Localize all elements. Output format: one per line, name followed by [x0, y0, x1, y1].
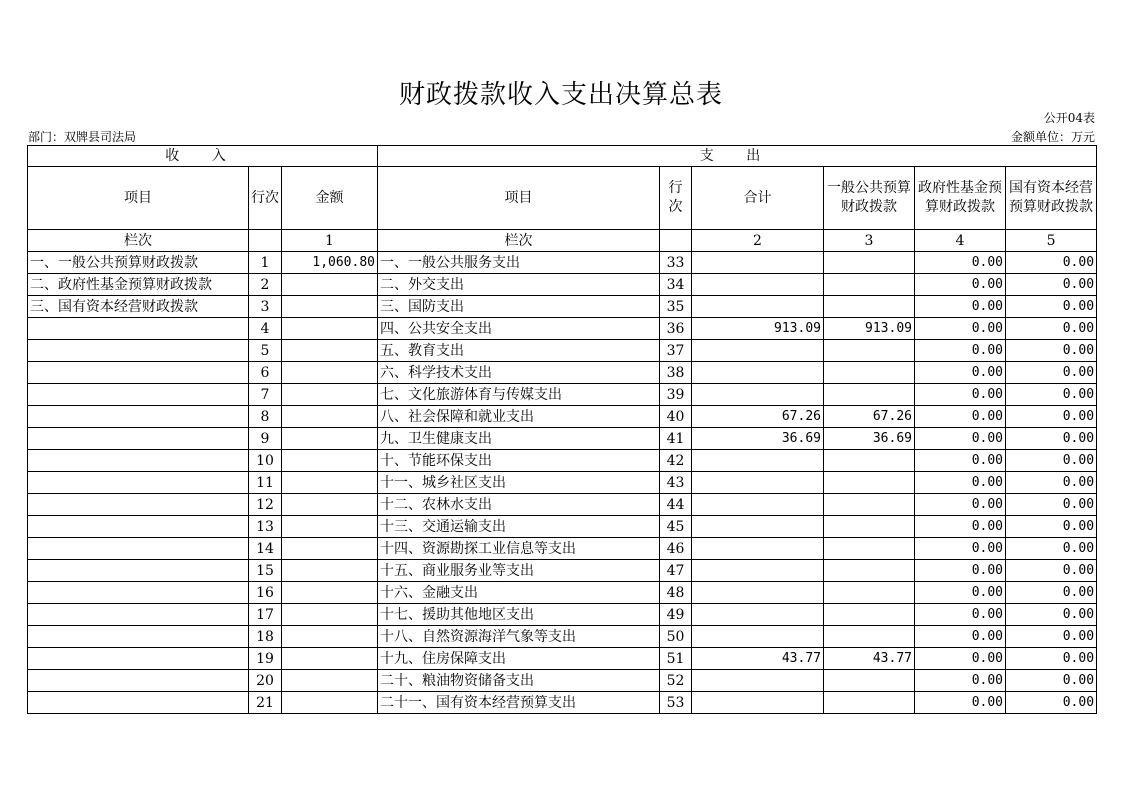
income-line-cell: 21: [249, 692, 282, 714]
expense-line-header: 行次: [660, 167, 692, 230]
amount-cell: [282, 450, 378, 472]
expense-line-cell: 38: [660, 362, 692, 384]
empty-cell: [249, 230, 282, 252]
amount-cell: [282, 604, 378, 626]
income-item-cell: [28, 516, 249, 538]
income-line-cell: 10: [249, 450, 282, 472]
income-item-cell: [28, 472, 249, 494]
gov-fund-cell: 0.00: [915, 318, 1006, 340]
expense-line-cell: 34: [660, 274, 692, 296]
income-item-cell: [28, 626, 249, 648]
table-row: [28, 538, 1097, 560]
income-line-cell: 6: [249, 362, 282, 384]
expense-item-cell: 二十一、国有资本经营预算支出: [378, 692, 660, 714]
state-capital-cell: 0.00: [1006, 384, 1097, 406]
income-line-cell: 17: [249, 604, 282, 626]
total-cell: [692, 362, 824, 384]
income-line-cell: 11: [249, 472, 282, 494]
amount-cell: [282, 318, 378, 340]
expense-item-cell: 五、教育支出: [378, 340, 660, 362]
general-public-cell: 36.69: [824, 428, 915, 450]
state-capital-cell: 0.00: [1006, 648, 1097, 670]
state-capital-cell: 0.00: [1006, 450, 1097, 472]
expense-item-cell: 十、节能环保支出: [378, 450, 660, 472]
expense-line-cell: 52: [660, 670, 692, 692]
state-capital-cell: 0.00: [1006, 318, 1097, 340]
state-capital-cell: 0.00: [1006, 670, 1097, 692]
gov-fund-cell: 0.00: [915, 692, 1006, 714]
total-cell: 67.26: [692, 406, 824, 428]
total-index: 2: [692, 230, 824, 252]
expense-item-cell: 一、一般公共服务支出: [378, 252, 660, 274]
table-row: [28, 406, 1097, 428]
expense-item-cell: 二十、粮油物资储备支出: [378, 670, 660, 692]
general-public-cell: [824, 450, 915, 472]
table-row: [28, 472, 1097, 494]
gov-fund-cell: 0.00: [915, 626, 1006, 648]
expense-index-label: 栏次: [378, 230, 660, 252]
amount-cell: [282, 384, 378, 406]
expense-item-cell: 三、国防支出: [378, 296, 660, 318]
income-item-cell: 二、政府性基金预算财政拨款: [28, 274, 249, 296]
gov-fund-cell: 0.00: [915, 494, 1006, 516]
column-header-row: [28, 167, 1097, 230]
total-cell: [692, 472, 824, 494]
expense-line-cell: 43: [660, 472, 692, 494]
expense-line-cell: 39: [660, 384, 692, 406]
expense-item-header: 项目: [378, 167, 660, 230]
income-line-cell: 14: [249, 538, 282, 560]
state-capital-cell: 0.00: [1006, 362, 1097, 384]
amount-cell: [282, 472, 378, 494]
gov-fund-cell: 0.00: [915, 362, 1006, 384]
gov-fund-cell: 0.00: [915, 648, 1006, 670]
total-cell: 913.09: [692, 318, 824, 340]
income-item-cell: [28, 406, 249, 428]
gov-fund-cell: 0.00: [915, 472, 1006, 494]
table-row: [28, 296, 1097, 318]
expense-line-cell: 51: [660, 648, 692, 670]
amount-cell: [282, 406, 378, 428]
expense-line-cell: 46: [660, 538, 692, 560]
table-row: [28, 516, 1097, 538]
unit-label: 金额单位：万元: [1010, 130, 1095, 144]
table-row: [28, 252, 1097, 274]
total-cell: 36.69: [692, 428, 824, 450]
income-line-cell: 18: [249, 626, 282, 648]
budget-table: [27, 145, 1097, 714]
amount-index: 1: [282, 230, 378, 252]
expense-item-cell: 六、科学技术支出: [378, 362, 660, 384]
table-row: [28, 494, 1097, 516]
amount-cell: [282, 626, 378, 648]
state-capital-cell: 0.00: [1006, 252, 1097, 274]
expense-line-cell: 50: [660, 626, 692, 648]
amount-cell: [282, 670, 378, 692]
gov-fund-cell: 0.00: [915, 450, 1006, 472]
state-capital-cell: 0.00: [1006, 560, 1097, 582]
expense-item-cell: 十三、交通运输支出: [378, 516, 660, 538]
income-item-cell: [28, 582, 249, 604]
general-public-cell: [824, 362, 915, 384]
expense-item-cell: 九、卫生健康支出: [378, 428, 660, 450]
income-line-cell: 3: [249, 296, 282, 318]
total-cell: [692, 296, 824, 318]
income-line-cell: 16: [249, 582, 282, 604]
table-row: [28, 450, 1097, 472]
amount-cell: [282, 362, 378, 384]
general-public-header: 一般公共预算财政拨款: [824, 167, 915, 230]
income-line-cell: 8: [249, 406, 282, 428]
income-item-cell: [28, 318, 249, 340]
amount-cell: [282, 648, 378, 670]
amount-cell: [282, 582, 378, 604]
expense-item-cell: 八、社会保障和就业支出: [378, 406, 660, 428]
state-capital-cell: 0.00: [1006, 582, 1097, 604]
gov-fund-cell: 0.00: [915, 406, 1006, 428]
expense-item-cell: 十一、城乡社区支出: [378, 472, 660, 494]
state-capital-cell: 0.00: [1006, 692, 1097, 714]
income-item-cell: 三、国有资本经营财政拨款: [28, 296, 249, 318]
group-header-row: [28, 146, 1097, 167]
general-public-cell: [824, 538, 915, 560]
expense-line-cell: 45: [660, 516, 692, 538]
general-public-cell: [824, 252, 915, 274]
general-public-cell: [824, 692, 915, 714]
income-item-cell: [28, 692, 249, 714]
income-item-cell: [28, 340, 249, 362]
expense-item-cell: 四、公共安全支出: [378, 318, 660, 340]
expense-line-cell: 49: [660, 604, 692, 626]
expense-item-cell: 十九、住房保障支出: [378, 648, 660, 670]
table-row: [28, 318, 1097, 340]
amount-cell: [282, 538, 378, 560]
income-line-cell: 15: [249, 560, 282, 582]
expense-group-header: 支 出: [378, 146, 1097, 167]
income-index-label: 栏次: [28, 230, 249, 252]
gov-fund-cell: 0.00: [915, 560, 1006, 582]
state-capital-index: 5: [1006, 230, 1097, 252]
income-line-cell: 13: [249, 516, 282, 538]
general-public-cell: 913.09: [824, 318, 915, 340]
total-cell: [692, 670, 824, 692]
total-cell: [692, 538, 824, 560]
expense-line-cell: 35: [660, 296, 692, 318]
income-line-cell: 20: [249, 670, 282, 692]
total-cell: 43.77: [692, 648, 824, 670]
general-public-cell: 67.26: [824, 406, 915, 428]
total-cell: [692, 582, 824, 604]
income-line-header: 行次: [249, 167, 282, 230]
income-line-cell: 12: [249, 494, 282, 516]
amount-cell: [282, 428, 378, 450]
income-line-cell: 9: [249, 428, 282, 450]
income-item-cell: [28, 648, 249, 670]
department-label: 部门：双牌县司法局: [28, 130, 137, 144]
general-public-index: 3: [824, 230, 915, 252]
expense-line-cell: 33: [660, 252, 692, 274]
expense-item-cell: 十四、资源勘探工业信息等支出: [378, 538, 660, 560]
income-item-cell: 一、一般公共预算财政拨款: [28, 252, 249, 274]
income-item-cell: [28, 494, 249, 516]
income-line-cell: 1: [249, 252, 282, 274]
gov-fund-cell: 0.00: [915, 582, 1006, 604]
income-group-header: 收 入: [28, 146, 378, 167]
table-row: [28, 362, 1097, 384]
gov-fund-index: 4: [915, 230, 1006, 252]
general-public-cell: 43.77: [824, 648, 915, 670]
general-public-cell: [824, 560, 915, 582]
amount-cell: [282, 692, 378, 714]
expense-line-cell: 36: [660, 318, 692, 340]
expense-line-cell: 42: [660, 450, 692, 472]
state-capital-cell: 0.00: [1006, 472, 1097, 494]
income-line-cell: 7: [249, 384, 282, 406]
income-item-cell: [28, 362, 249, 384]
table-row: [28, 626, 1097, 648]
amount-cell: [282, 516, 378, 538]
amount-cell: 1,060.80: [282, 252, 378, 274]
expense-line-cell: 53: [660, 692, 692, 714]
page-title: 财政拨款收入支出决算总表: [398, 80, 723, 110]
income-line-cell: 5: [249, 340, 282, 362]
total-cell: [692, 494, 824, 516]
expense-item-cell: 七、文化旅游体育与传媒支出: [378, 384, 660, 406]
empty-cell: [660, 230, 692, 252]
expense-item-cell: 十八、自然资源海洋气象等支出: [378, 626, 660, 648]
gov-fund-cell: 0.00: [915, 538, 1006, 560]
gov-fund-cell: 0.00: [915, 516, 1006, 538]
gov-fund-cell: 0.00: [915, 296, 1006, 318]
expense-item-cell: 十五、商业服务业等支出: [378, 560, 660, 582]
table-row: [28, 604, 1097, 626]
income-item-cell: [28, 670, 249, 692]
table-row: [28, 384, 1097, 406]
income-line-cell: 4: [249, 318, 282, 340]
gov-fund-cell: 0.00: [915, 428, 1006, 450]
expense-line-cell: 41: [660, 428, 692, 450]
gov-fund-cell: 0.00: [915, 604, 1006, 626]
total-cell: [692, 384, 824, 406]
expense-item-cell: 二、外交支出: [378, 274, 660, 296]
amount-cell: [282, 340, 378, 362]
amount-cell: [282, 560, 378, 582]
total-cell: [692, 274, 824, 296]
total-cell: [692, 516, 824, 538]
general-public-cell: [824, 384, 915, 406]
income-item-cell: [28, 538, 249, 560]
expense-line-cell: 37: [660, 340, 692, 362]
table-row: [28, 560, 1097, 582]
total-cell: [692, 560, 824, 582]
gov-fund-cell: 0.00: [915, 274, 1006, 296]
expense-line-cell: 44: [660, 494, 692, 516]
general-public-cell: [824, 670, 915, 692]
general-public-cell: [824, 516, 915, 538]
amount-cell: [282, 494, 378, 516]
amount-cell: [282, 274, 378, 296]
total-cell: [692, 692, 824, 714]
income-item-cell: [28, 450, 249, 472]
table-row: [28, 670, 1097, 692]
total-header: 合计: [692, 167, 824, 230]
expense-item-cell: 十六、金融支出: [378, 582, 660, 604]
expense-line-cell: 47: [660, 560, 692, 582]
table-row: [28, 648, 1097, 670]
state-capital-cell: 0.00: [1006, 296, 1097, 318]
income-item-header: 项目: [28, 167, 249, 230]
column-index-row: [28, 230, 1097, 252]
expense-item-cell: 十二、农林水支出: [378, 494, 660, 516]
expense-item-cell: 十七、援助其他地区支出: [378, 604, 660, 626]
table-row: [28, 274, 1097, 296]
table-row: [28, 428, 1097, 450]
table-row: [28, 340, 1097, 362]
total-cell: [692, 252, 824, 274]
state-capital-cell: 0.00: [1006, 428, 1097, 450]
table-row: [28, 582, 1097, 604]
expense-line-cell: 40: [660, 406, 692, 428]
state-capital-header: 国有资本经营预算财政拨款: [1006, 167, 1097, 230]
state-capital-cell: 0.00: [1006, 538, 1097, 560]
expense-line-cell: 48: [660, 582, 692, 604]
state-capital-cell: 0.00: [1006, 340, 1097, 362]
gov-fund-cell: 0.00: [915, 340, 1006, 362]
state-capital-cell: 0.00: [1006, 516, 1097, 538]
gov-fund-cell: 0.00: [915, 252, 1006, 274]
income-line-cell: 19: [249, 648, 282, 670]
table-row: [28, 692, 1097, 714]
general-public-cell: [824, 472, 915, 494]
general-public-cell: [824, 274, 915, 296]
income-item-cell: [28, 428, 249, 450]
state-capital-cell: 0.00: [1006, 494, 1097, 516]
income-line-cell: 2: [249, 274, 282, 296]
income-item-cell: [28, 560, 249, 582]
general-public-cell: [824, 296, 915, 318]
state-capital-cell: 0.00: [1006, 626, 1097, 648]
total-cell: [692, 340, 824, 362]
amount-header: 金额: [282, 167, 378, 230]
state-capital-cell: 0.00: [1006, 604, 1097, 626]
income-item-cell: [28, 384, 249, 406]
total-cell: [692, 626, 824, 648]
general-public-cell: [824, 340, 915, 362]
state-capital-cell: 0.00: [1006, 274, 1097, 296]
gov-fund-cell: 0.00: [915, 384, 1006, 406]
total-cell: [692, 450, 824, 472]
total-cell: [692, 604, 824, 626]
state-capital-cell: 0.00: [1006, 406, 1097, 428]
income-item-cell: [28, 604, 249, 626]
general-public-cell: [824, 582, 915, 604]
general-public-cell: [824, 494, 915, 516]
amount-cell: [282, 296, 378, 318]
gov-fund-cell: 0.00: [915, 670, 1006, 692]
general-public-cell: [824, 626, 915, 648]
gov-fund-header: 政府性基金预算财政拨款: [915, 167, 1006, 230]
general-public-cell: [824, 604, 915, 626]
form-number: 公开04表: [1043, 111, 1095, 125]
